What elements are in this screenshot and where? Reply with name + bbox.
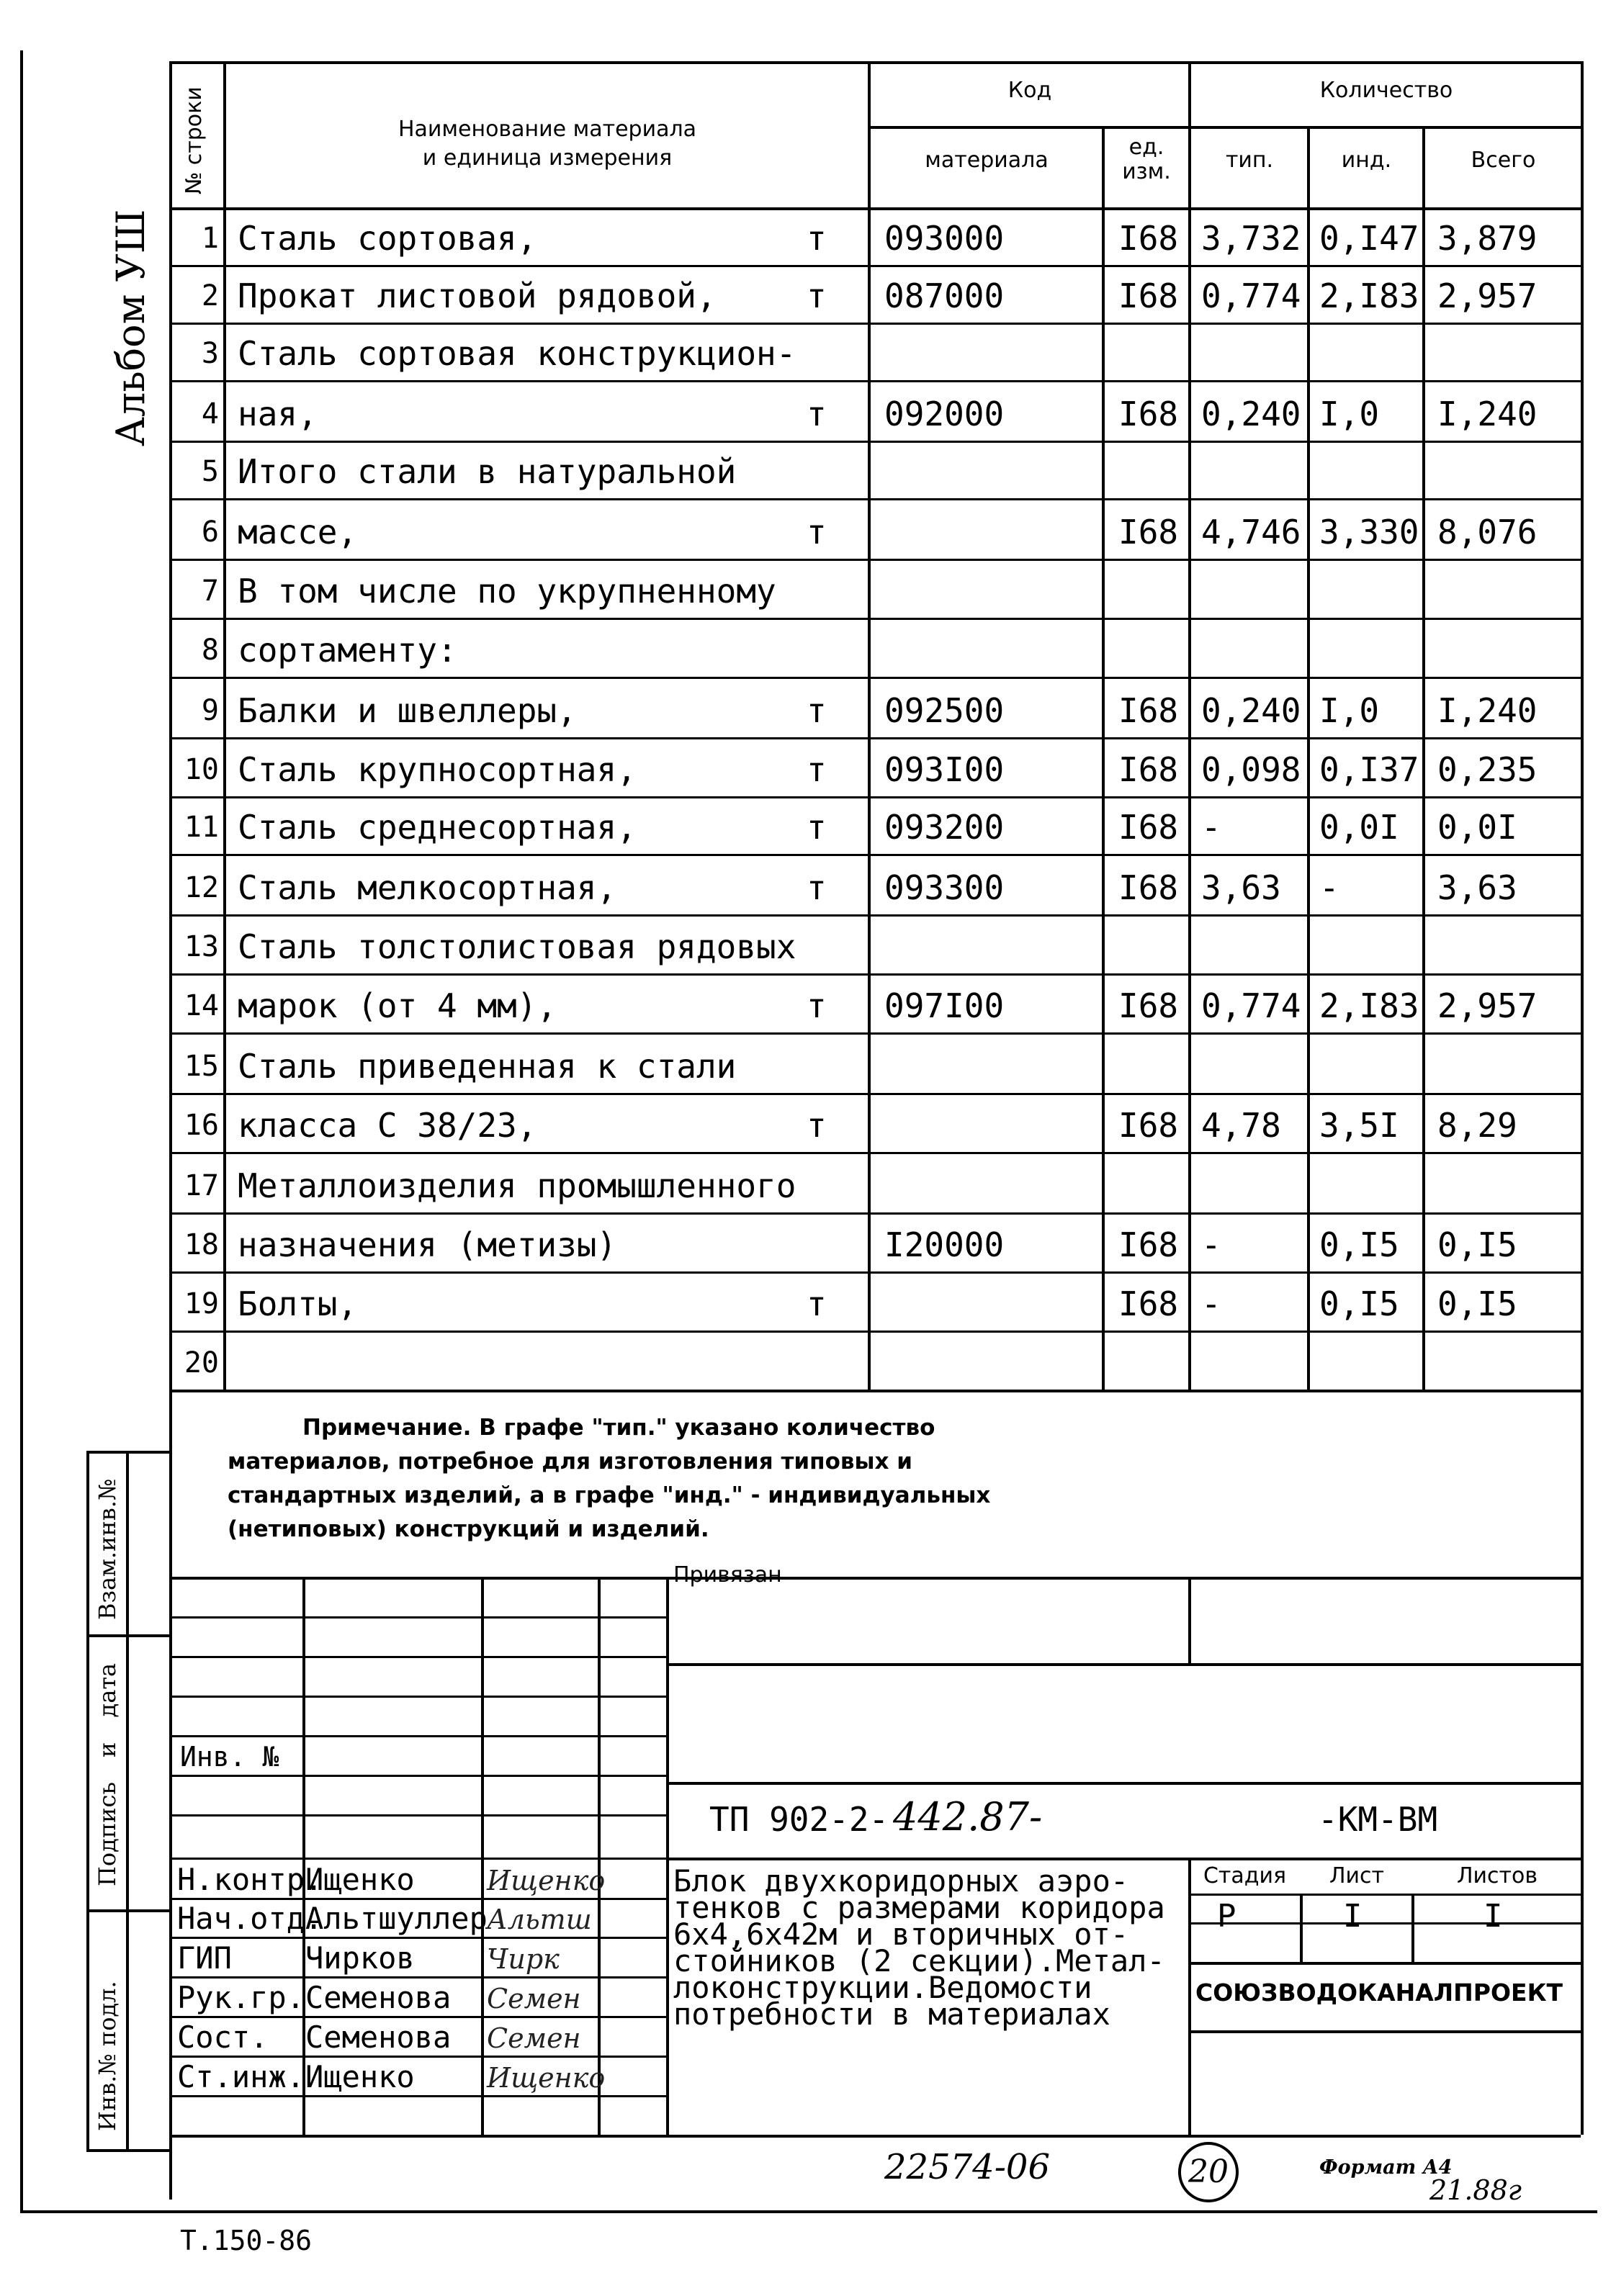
- row-line: [169, 380, 1581, 382]
- qty-total: 3,63: [1437, 868, 1517, 907]
- material-code: 093I00: [884, 750, 1005, 789]
- material-name: Болты,: [238, 1284, 358, 1323]
- material-code: 087000: [884, 276, 1005, 315]
- material-name: Сталь сортовая конструкцион-: [238, 334, 796, 373]
- qty-total: 8,076: [1437, 513, 1538, 552]
- signatory-role: Н.контр.: [177, 1862, 323, 1897]
- qty-ind: 2,I83: [1319, 276, 1419, 315]
- handwritten-date: 21.88г: [1429, 2174, 1522, 2206]
- qty-typ: 0,240: [1201, 395, 1301, 433]
- row-number: 7: [201, 575, 219, 608]
- qty-ind: I,0: [1319, 691, 1380, 730]
- sheet-value: I: [1343, 1898, 1363, 1935]
- qty-ind: I,0: [1319, 395, 1380, 433]
- tb-line: [1300, 1894, 1303, 1962]
- col-line: [1422, 126, 1425, 1392]
- signature: Ищенко: [487, 2062, 606, 2094]
- unit-code: I68: [1118, 513, 1179, 552]
- row-line: [169, 677, 1581, 679]
- side-strip-line: [86, 1909, 171, 1912]
- tb-line: [169, 1577, 1581, 1580]
- unit-code: I68: [1118, 808, 1179, 847]
- material-name: ная,: [238, 395, 318, 433]
- unit-of-measure: т: [807, 1284, 827, 1323]
- tb-line: [169, 2016, 666, 2018]
- tb-line: [169, 1616, 666, 1619]
- qty-typ: 0,098: [1201, 750, 1301, 789]
- material-name: сортаменту:: [238, 631, 457, 670]
- row-number: 15: [184, 1050, 219, 1083]
- tb-line: [169, 1814, 666, 1816]
- row-line: [169, 559, 1581, 561]
- row-line: [169, 1212, 1581, 1215]
- header-row-no: № строки: [181, 86, 207, 194]
- col-line: [868, 61, 871, 1392]
- side-label-inv-podl: Инв.№ подл.: [94, 1981, 121, 2131]
- unit-of-measure: т: [807, 395, 827, 433]
- tb-line: [1188, 2030, 1581, 2033]
- description-line: локонструкции.Ведомости: [673, 1970, 1092, 2005]
- sheets-label: Листов: [1456, 1863, 1538, 1888]
- row-line: [169, 737, 1581, 739]
- note-line: материалов, потребное для изготовления типовых и: [228, 1449, 913, 1475]
- material-code: 097I00: [884, 986, 1005, 1025]
- page-number: 20: [1188, 2153, 1229, 2190]
- row-number: 10: [184, 753, 219, 786]
- doc-code-prefix: ТП 902-2-: [709, 1800, 889, 1839]
- sheet-label: Лист: [1329, 1863, 1385, 1888]
- tb-line: [666, 1782, 1581, 1785]
- signatory-name: Семенова: [305, 2020, 452, 2055]
- tb-line: [481, 1577, 484, 2135]
- stage-label: Стадия: [1203, 1863, 1287, 1888]
- signature: Ищенко: [487, 1865, 606, 1896]
- material-name: Балки и швеллеры,: [238, 691, 577, 730]
- material-name: Металлоизделия промышленного: [238, 1166, 796, 1205]
- material-name: Сталь крупносортная,: [238, 750, 637, 789]
- qty-ind: 3,330: [1319, 513, 1419, 552]
- sheets-value: I: [1483, 1898, 1503, 1935]
- tb-line: [169, 1775, 666, 1777]
- header-total: Всего: [1471, 148, 1536, 173]
- organization: СОЮЗВОДОКАНАЛПРОЕКТ: [1195, 1978, 1563, 2007]
- tb-line: [169, 1735, 666, 1737]
- qty-total: 3,879: [1437, 219, 1538, 258]
- tb-line: [169, 1976, 666, 1978]
- qty-total: 0,I5: [1437, 1225, 1517, 1264]
- material-name: класса С 38/23,: [238, 1106, 537, 1145]
- header-typ: тип.: [1225, 148, 1274, 173]
- unit-code: I68: [1118, 219, 1179, 258]
- page-bottom-border: [20, 2210, 1597, 2213]
- row-number: 3: [201, 337, 219, 370]
- signatory-name: Семенова: [305, 1980, 452, 2015]
- row-line: [169, 1093, 1581, 1095]
- row-line: [169, 441, 1581, 443]
- qty-typ: 3,63: [1201, 868, 1281, 907]
- qty-ind: 0,I47: [1319, 219, 1419, 258]
- description-line: стойников (2 секции).Метал-: [673, 1943, 1165, 1978]
- row-number: 19: [184, 1287, 219, 1320]
- signatory-name: Чирков: [305, 1940, 415, 1976]
- header-code: Код: [1007, 78, 1052, 103]
- tb-line: [666, 1663, 1581, 1666]
- material-name: Сталь среднесортная,: [238, 808, 637, 847]
- row-number: 18: [184, 1228, 219, 1261]
- row-number: 2: [201, 279, 219, 312]
- unit-code: I68: [1118, 276, 1179, 315]
- qty-total: 8,29: [1437, 1106, 1517, 1145]
- unit-code: I68: [1118, 750, 1179, 789]
- material-name: Сталь толстолистовая рядовых: [238, 927, 796, 966]
- qty-typ: 0,774: [1201, 986, 1301, 1025]
- signature: Семен: [487, 1983, 581, 2014]
- tb-line: [1411, 1894, 1414, 1962]
- tb-line: [1188, 1894, 1581, 1896]
- qty-ind: 0,0I: [1319, 808, 1399, 847]
- qty-ind: 3,5I: [1319, 1106, 1399, 1145]
- qty-total: 0,I5: [1437, 1284, 1517, 1323]
- description-line: Блок двухкоридорных аэро-: [673, 1863, 1129, 1899]
- unit-code: I68: [1118, 986, 1179, 1025]
- material-name: Итого стали в натуральной: [238, 452, 737, 491]
- tb-line: [1188, 1858, 1191, 2135]
- tb-line: [169, 1696, 666, 1698]
- side-strip-line: [86, 1451, 171, 1454]
- row-number: 8: [201, 634, 219, 667]
- side-strip-line: [86, 2149, 171, 2152]
- header-material: материала: [925, 148, 1049, 173]
- description-line: 6х4,6х42м и вторичных от-: [673, 1917, 1129, 1952]
- header-bottom-line: [169, 207, 1581, 210]
- unit-of-measure: т: [807, 691, 827, 730]
- qty-ind: 0,I5: [1319, 1225, 1399, 1264]
- row-line: [169, 796, 1581, 798]
- qty-typ: -: [1201, 1225, 1221, 1264]
- tb-line: [169, 1858, 666, 1860]
- tb-line: [1188, 1577, 1191, 1663]
- side-label-podpis: Подпись и дата: [94, 1662, 121, 1886]
- note-line: (нетиповых) конструкций и изделий.: [228, 1516, 709, 1542]
- form-code: Т.150-86: [180, 2225, 313, 2256]
- qty-ind: 2,I83: [1319, 986, 1419, 1025]
- unit-code: I68: [1118, 691, 1179, 730]
- signatory-name: Альтшуллер: [305, 1901, 488, 1936]
- tb-line: [666, 1577, 669, 2135]
- tb-line: [169, 1937, 666, 1939]
- format-label: Формат А4: [1319, 2156, 1453, 2179]
- side-strip-line: [126, 1451, 129, 2149]
- tb-line: [169, 2095, 666, 2097]
- side-strip-line: [86, 1451, 89, 2149]
- material-name: Сталь приведенная к стали: [238, 1047, 737, 1086]
- row-number: 1: [201, 222, 219, 255]
- unit-of-measure: т: [807, 219, 827, 258]
- col-line: [1102, 126, 1105, 1392]
- qty-total: I,240: [1437, 691, 1538, 730]
- row-number: 4: [201, 397, 219, 431]
- qty-ind: 0,I5: [1319, 1284, 1399, 1323]
- header-name: Наименование материала и единица измерения: [398, 117, 697, 171]
- inv-no-label: Инв. №: [180, 1741, 279, 1773]
- row-number: 20: [184, 1346, 219, 1379]
- unit-code: I68: [1118, 395, 1179, 433]
- tb-line: [598, 1577, 601, 2135]
- col-line: [223, 61, 226, 1392]
- side-label-vzam: Взам.инв.№: [94, 1478, 121, 1620]
- unit-of-measure: т: [807, 750, 827, 789]
- row-line: [169, 914, 1581, 917]
- material-code: 093300: [884, 868, 1005, 907]
- unit-of-measure: т: [807, 808, 827, 847]
- row-number: 5: [201, 455, 219, 488]
- row-line: [169, 1152, 1581, 1154]
- description-line: потребности в материалах: [673, 1996, 1110, 2032]
- row-line: [169, 973, 1581, 976]
- qty-ind: -: [1319, 868, 1339, 907]
- page-circle: [1178, 2142, 1239, 2202]
- row-line: [169, 618, 1581, 620]
- order-number: 22574-06: [884, 2147, 1050, 2187]
- material-name: В том числе по укрупненному: [238, 572, 776, 611]
- tb-line: [169, 1656, 666, 1658]
- unit-of-measure: т: [807, 513, 827, 552]
- row-number: 14: [184, 989, 219, 1022]
- signatory-role: Ст.инж.: [177, 2059, 305, 2094]
- material-code: 093200: [884, 808, 1005, 847]
- signatory-role: Нач.отд.: [177, 1901, 323, 1936]
- side-strip-line: [86, 1634, 171, 1637]
- unit-code: I68: [1118, 1106, 1179, 1145]
- signatory-role: Сост.: [177, 2020, 269, 2055]
- material-code: 092500: [884, 691, 1005, 730]
- qty-typ: -: [1201, 1284, 1221, 1323]
- row-number: 6: [201, 516, 219, 549]
- signature: Альтш: [487, 1904, 592, 1935]
- col-line: [1188, 61, 1191, 1392]
- qty-ind: 0,I37: [1319, 750, 1419, 789]
- subheader-line: [868, 126, 1581, 129]
- qty-typ: 0,240: [1201, 691, 1301, 730]
- qty-total: 2,957: [1437, 986, 1538, 1025]
- row-line: [169, 265, 1581, 267]
- qty-typ: 4,746: [1201, 513, 1301, 552]
- table-bottom-line: [169, 1390, 1581, 1392]
- row-line: [169, 1032, 1581, 1035]
- row-line: [169, 498, 1581, 500]
- unit-of-measure: т: [807, 276, 827, 315]
- header-unit: ед. изм.: [1122, 135, 1171, 184]
- tb-line: [1188, 1922, 1581, 1924]
- material-name: марок (от 4 мм),: [238, 986, 557, 1025]
- material-name: массе,: [238, 513, 358, 552]
- material-code: I20000: [884, 1225, 1005, 1264]
- row-line: [169, 1331, 1581, 1333]
- table-right-line: [1581, 61, 1584, 2135]
- row-number: 12: [184, 871, 219, 904]
- row-number: 9: [201, 694, 219, 727]
- material-name: Сталь мелкосортная,: [238, 868, 617, 907]
- qty-typ: 0,774: [1201, 276, 1301, 315]
- tb-line: [1188, 1962, 1581, 1965]
- unit-code: I68: [1118, 868, 1179, 907]
- note-line: стандартных изделий, а в графе "инд." - индивидуальных: [228, 1482, 991, 1508]
- row-number: 16: [184, 1109, 219, 1142]
- qty-typ: 4,78: [1201, 1106, 1281, 1145]
- privyazan-label: Привязан: [673, 1562, 782, 1588]
- album-label: Альбом УШ: [108, 209, 153, 446]
- table-top-line: [169, 61, 1581, 64]
- col-line: [1307, 126, 1310, 1392]
- material-name: Прокат листовой рядовой,: [238, 276, 717, 315]
- qty-total: I,240: [1437, 395, 1538, 433]
- row-line: [169, 854, 1581, 856]
- row-number: 17: [184, 1169, 219, 1202]
- material-code: 093000: [884, 219, 1005, 258]
- tb-line: [169, 2135, 1581, 2138]
- tb-line: [666, 1858, 1581, 1860]
- qty-total: 2,957: [1437, 276, 1538, 315]
- row-number: 11: [184, 811, 219, 844]
- tb-line: [169, 1898, 666, 1900]
- doc-code-handwritten: 442.87-: [893, 1794, 1043, 1840]
- signature: Чирк: [487, 1943, 560, 1975]
- unit-of-measure: т: [807, 1106, 827, 1145]
- tb-line: [169, 2056, 666, 2058]
- description-line: тенков с размерами коридора: [673, 1890, 1165, 1925]
- header-quantity: Количество: [1319, 78, 1453, 103]
- unit-of-measure: т: [807, 868, 827, 907]
- signatory-role: Рук.гр.: [177, 1980, 305, 2015]
- qty-typ: 3,732: [1201, 219, 1301, 258]
- qty-total: 0,0I: [1437, 808, 1517, 847]
- material-code: 092000: [884, 395, 1005, 433]
- unit-code: I68: [1118, 1225, 1179, 1264]
- material-name: Сталь сортовая,: [238, 219, 537, 258]
- signatory-name: Ищенко: [305, 2059, 415, 2094]
- stage-value: Р: [1217, 1898, 1236, 1935]
- signatory-role: ГИП: [177, 1940, 232, 1976]
- note-line: Примечание. В графе "тип." указано количество: [302, 1415, 935, 1441]
- page-left-border: [20, 50, 23, 2210]
- header-ind: инд.: [1341, 148, 1392, 173]
- row-line: [169, 323, 1581, 325]
- qty-total: 0,235: [1437, 750, 1538, 789]
- material-name: назначения (метизы): [238, 1225, 617, 1264]
- row-line: [169, 1271, 1581, 1274]
- qty-typ: -: [1201, 808, 1221, 847]
- doc-code-suffix: -КМ-ВМ: [1318, 1800, 1438, 1839]
- signature: Семен: [487, 2022, 581, 2054]
- unit-of-measure: т: [807, 986, 827, 1025]
- unit-code: I68: [1118, 1284, 1179, 1323]
- row-number: 13: [184, 930, 219, 963]
- signatory-name: Ищенко: [305, 1862, 415, 1897]
